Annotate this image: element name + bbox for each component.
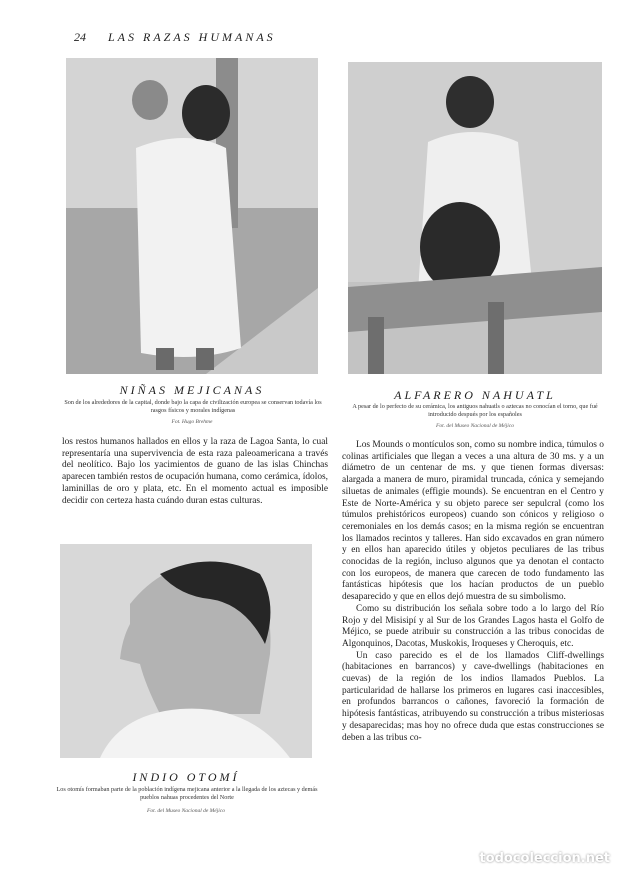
photo-credit-otomi: Fot. del Museo Nacional de Méjico [147, 808, 225, 814]
photo-potter [348, 62, 602, 374]
photo-caption-girls: Son de los alrededores de la capital, donde bajo la capa de civilización europea se conservan todavía los rasgos físicos y morales indígenas [64, 399, 322, 414]
right-paragraph: Un caso parecido es el de los llamados Cliff-dwellings (habitaciones en barrancos) y cave-dwellings (habitaciones en cuevas) de la región de los indios llamados Pueblos. La particularidad de hallarse los primeros en lugares casi inaccesibles, en profundos barrancos o cañones, favoreció la formación de hipótesis fantásticas, atribuyendo su construcción a tribus misteriosas y desaparecidas; mas hoy no ofrece duda que estas construcciones se deben a las tribus co- [342, 650, 604, 743]
watermark-logo: todocoleccion.net [479, 851, 610, 866]
photo-title-girls: NIÑAS MEJICANAS [119, 383, 265, 397]
left-column [62, 437, 328, 507]
photo-otomi [60, 544, 312, 758]
running-title: LAS RAZAS HUMANAS [108, 30, 276, 44]
photo-title-potter: ALFARERO NAHUATL [394, 388, 556, 402]
photo-credit-potter: Fot. del Museo Nacional de Méjico [436, 423, 514, 429]
photo-caption-otomi: Los otomís formaban parte de la población indígena mejicana anterior a la llegada de los aztecas y demás pueblos nahuas procedentes del Norte [56, 786, 318, 801]
left-paragraph: los restos humanos hallados en ellos y la raza de Lagoa Santa, lo cual representaría una supervivencia de esta raza paleoamericana a través del neolítico. Bajo los yacimientos de guano de las islas Chinchas aparecen también restos de ocupación humana, como cerámica, ídolos, laminillas de oro y plata, etc. En el momento actual es imposible decidir con certeza hasta cuándo duran estas culturas. [62, 437, 328, 506]
right-paragraph: Como su distribución los señala sobre todo a lo largo del Río Rojo y del Misisipí y al Sur de los Grandes Lagos hasta el Golfo de Méjico, se puede atribuir su construcción a las tribus conocidas de Algonquinos, Dacotas, Muskokis, Iroqueses y Cheroquis, etc. [342, 603, 604, 649]
photo-credit-girls: Fot. Hugo Brehme [171, 419, 213, 425]
right-column [342, 440, 604, 744]
photo-caption-potter: A pesar de lo perfecto de su cerámica, los antiguos nahuatls o aztecas no conocían el torno, que fué introducido después por los españoles [352, 403, 598, 418]
photo-girls [66, 58, 318, 374]
right-paragraph: Los Mounds o montículos son, como su nombre indica, túmulos o colinas artificiales que llegan a veces a una altura de 30 ms. y a un diámetro de un centenar de ms. y que tienen formas diversas: alargada a manera de muro, piramidal truncada, cónica y semejando siluetas de animales (effigie mounds). Se encuentran en el Centro y Este de Norte-América y su objeto parece ser sepulcral (como los túmulos prehistóricos europeos) cuando son cónicos y religioso o ceremoniales en los demás casos; en la misma región se encuentran los llamados recintos y talleres. Han sido excavados en gran número y en ellos han aparecido útiles y objetos peculiares de las tribus conocidas de la región, incluso algunos que ya denotan el contacto con los europeos, de manera que carecen de todo fundamento las fantásticas hipótesis que los hacían productos de un pueblo desaparecido y que en ellos dejó muestra de su simbolismo. [342, 440, 604, 603]
page-number: 24 [74, 30, 86, 44]
photo-title-otomi: INDIO OTOMÍ [132, 770, 240, 784]
